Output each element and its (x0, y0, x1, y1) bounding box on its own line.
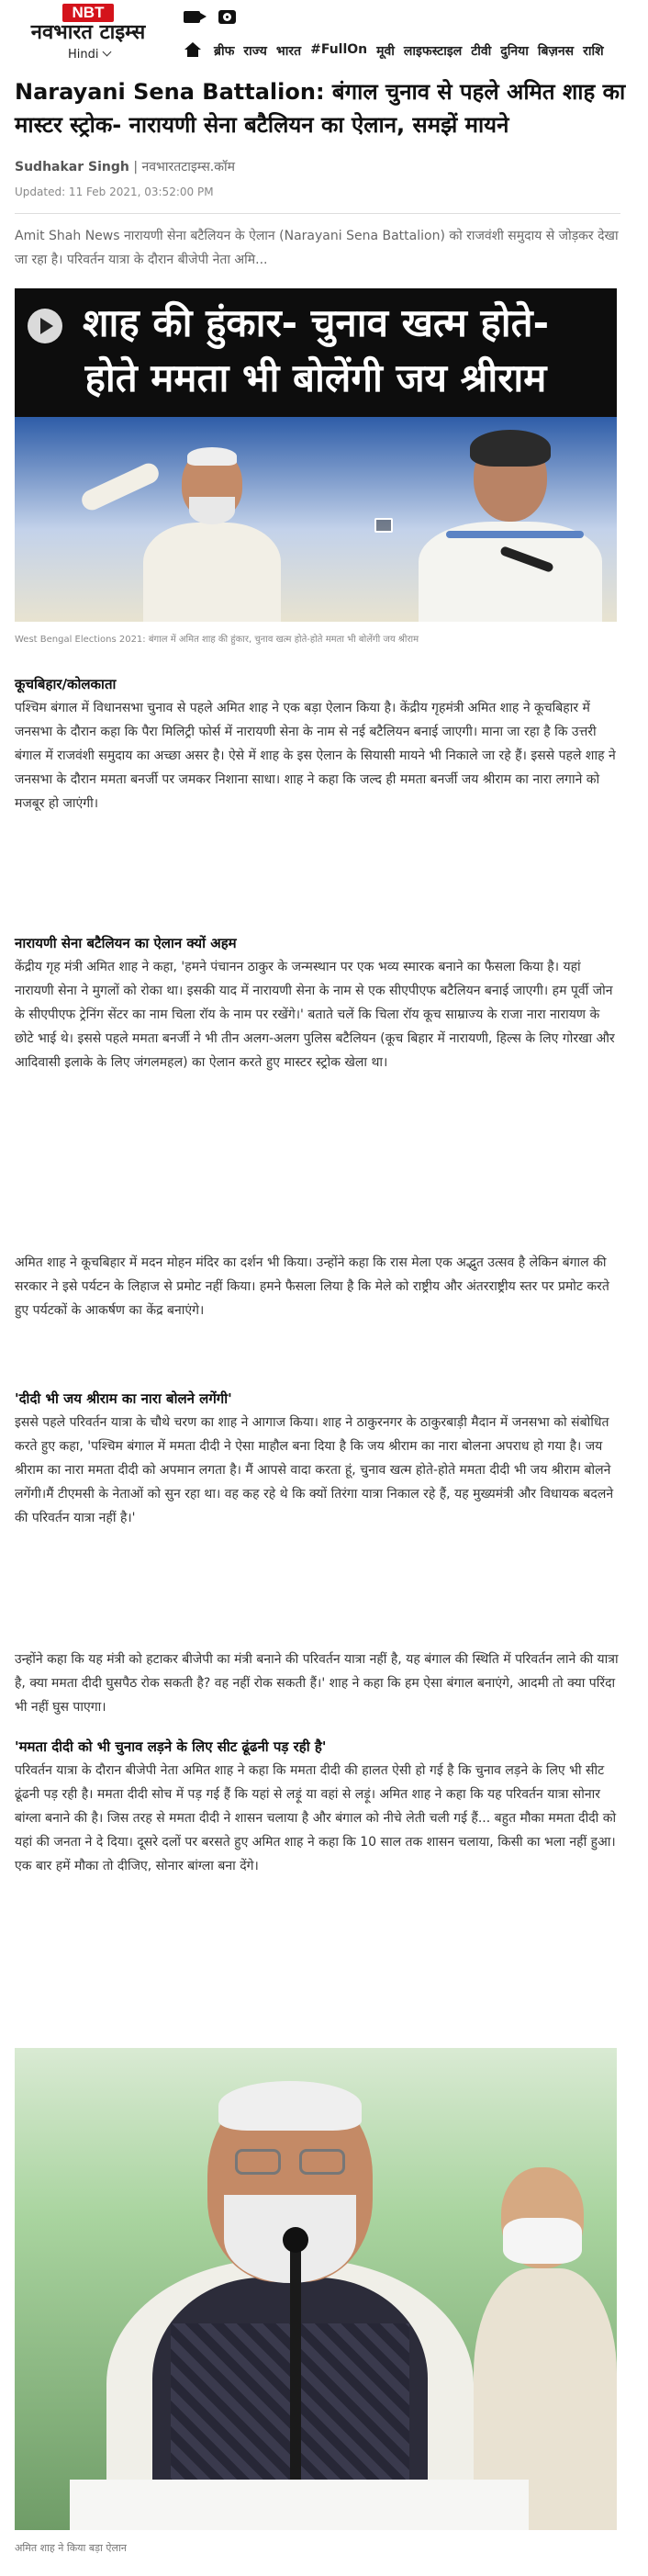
nav-item-states[interactable]: राज्य (243, 44, 267, 59)
updated-timestamp: Updated: 11 Feb 2021, 03:52:00 PM (15, 186, 214, 198)
logo-wordmark: नवभारत टाइम्स (30, 21, 146, 44)
hero-leader (409, 435, 611, 622)
paragraph-text: उन्होंने कहा कि यह मंत्री को हटाकर बीजेपी का मंत्री बनाने की परिवर्तन यात्रा नहीं है, यह बंगाल की स्थिति में परिवर्तन लाने की यात्रा है, क्या ममता दीदी घुसपैठ रोक सकती है? वह नहीं रोक सकती हैं।' शाह ने कहा कि हम ऐसा बंगाल बनाएंगे, आदमी तो क्या परिंदा भी नहीं घुस पाएगा। (15, 1652, 619, 1715)
paragraph-4 (15, 1411, 620, 1530)
nav-item-world[interactable]: दुनिया (500, 44, 529, 59)
author-name[interactable]: Sudhakar Singh (15, 160, 129, 174)
nav-item-india[interactable]: भारत (275, 44, 302, 59)
site-header (0, 0, 648, 64)
paragraph-text: अमित शाह ने कूचबिहार में मदन मोहन मंदिर का दर्शन भी किया। उन्होंने कहा कि रास मेला एक अद्भुत उत्सव है लेकिन बंगाल की सरकार ने इसे पर्यटन के लिहाज से प्रमोट नहीं किया। हमने फैसला लिया है कि मेले को राष्ट्रीय और अंतरराष्ट्रीय स्तर पर प्रमोट करते हुए पर्यटकों के आकर्षण का केंद्र बनाएंगे। (15, 1255, 609, 1318)
hero-caption: West Bengal Elections 2021: बंगाल में अमित शाह की हुंकार, चुनाव खत्म होते-होते ममता भी बोलेंगी जय श्रीराम (15, 635, 419, 645)
video-icon[interactable] (184, 11, 200, 23)
photo-caption: अमित शाह ने किया बड़ा ऐलान (15, 2542, 127, 2554)
divider (15, 213, 620, 214)
site-logo[interactable] (15, 4, 162, 61)
nav-item-rashi[interactable]: राशि (583, 44, 604, 59)
article-photo[interactable] (15, 2048, 617, 2530)
byline-separator: | (133, 160, 142, 174)
hero-title-line1: शाह की हुंकार- चुनाव खत्म होते- (82, 300, 550, 345)
lectern (70, 2480, 529, 2530)
paragraph-text: परिवर्तन यात्रा के दौरान बीजेपी नेता अमित शाह ने कहा कि ममता दीदी की हालत ऐसी हो गई है कि चुनाव लड़ने के लिए भी सीट ढूंढनी पड़ रही है। ममता दीदी सोच में पड़ गई हैं कि यहां से लड़ूं या वहां से लड़ूं। अमित शाह ने कहा कि यह परिवर्तन यात्रा सोनार बांग्ला बनाने की है। जिस तरह से ममता दीदी ने शासन चलाया है और बंगाल को नीचे लेती चली गई हैं... बहुत मौका ममता दीदी को यहां की जनता ने दे दिया। दूसरे दलों पर बरसते हुए अमित शाह ने कहा कि 10 साल तक शासन चलाया, किसी का भला नहीं हुआ। एक बार हमें मौका तो दीजिए, सोनार बांग्ला बना देंगे। (15, 1763, 617, 1873)
home-icon[interactable] (184, 42, 201, 57)
language-select[interactable] (68, 48, 110, 62)
nav-item-brief[interactable]: ब्रीफ (214, 44, 235, 59)
paragraph-text: पश्चिम बंगाल में विधानसभा चुनाव से पहले अमित शाह ने एक बड़ा ऐलान किया है। केंद्रीय गृहमंत्री अमित शाह ने कूचबिहार में जनसभा के दौरान कहा कि पैरा मिलिट्री फोर्स में नारायणी सेना के नाम से नई बटैलियन बनाई जाएगी। माना जा रहा है कि उत्तरी बंगाल में राजवंशी समुदाय का अच्छा असर है। ऐसे में शाह के इस ऐलान के सियासी मायने भी निकाले जा रहे हैं। इससे पहले शाह ने जनसभा के दौरान ममता बनर्जी पर जमकर निशाना साधा। शाह ने कहा कि जल्द ही ममता बनर्जी जय श्रीराम का नारा लगाने को मजबूर हो जाएंगी। (15, 701, 616, 811)
hero-speaker (134, 449, 290, 622)
paragraph-text: केंद्रीय गृह मंत्री अमित शाह ने कहा, 'हमने पंचानन ठाकुर के जन्मस्थान पर एक भव्य स्मारक बनाने का फैसला किया है। यहां नारायणी सेना ने मुगलों को रोका था। इसकी याद में नारायणी सेना के नाम से एक सीएपीएफ बटैलियन बनाई जाएगी। हम पूर्वी जोन के सीएपीएफ ट्रेनिंग सेंटर का नाम चिला रॉय के नाम पर रखेंगे।' बताते चलें कि चिला रॉय कूच साम्राज्य के राजा नारा नारायण के छोटे भाई थे। इससे पहले ममता बनर्जी ने भी तीन अलग-अलग पुलिस बटैलियन (कूच बिहार में नारायणी, हिल्स के लिए गोरखा और आदिवासी इलाके के लिए जंगलमहल) का ऐलान करते हुए मास्टर स्ट्रोक खेला था। (15, 960, 615, 1070)
play-icon[interactable] (28, 309, 62, 343)
paragraph-1 (15, 696, 620, 816)
microphone-stand (290, 2232, 301, 2507)
paragraph-text: इससे पहले परिवर्तन यात्रा के चौथे चरण का शाह ने आगाज किया। शाह ने ठाकुरनगर के ठाकुरबाड़ी मैदान में जनसभा को संबोधित करते हुए कहा, 'पश्चिम बंगाल में ममता दीदी ने ऐसा माहौल बना दिया है कि जय श्रीराम का नारा बोलना अपराध हो गया है। जय श्रीराम का नारा ममता दीदी को अपमान लगता है। मैं आपसे वादा करता हूं, चुनाव खत्म होते-होते ममता दीदी भी जय श्रीराम बोलने लगेंगी।मैं टीएमसी के नेताओं को सुन रहा था। वह कह रहे थे कि क्यों तिरंगा यात्रा निकाल रहे हैं, यह मुख्यमंत्री और विधायक बदलने की परिवर्तन यात्रा नहीं है।' (15, 1415, 614, 1525)
hero-banner (15, 288, 617, 417)
chevron-down-icon (102, 48, 111, 57)
paragraph-2 (15, 955, 620, 1074)
source-name: नवभारतटाइम्स.कॉम (141, 160, 235, 174)
language-label: Hindi (68, 48, 99, 62)
nav-item-lifestyle[interactable]: लाइफस्टाइल (403, 44, 463, 59)
nav-item-business[interactable]: बिज़नस (537, 44, 575, 59)
paragraph-6 (15, 1759, 620, 1878)
main-nav (179, 37, 648, 64)
section-heading-1: नारायणी सेना बटैलियन का ऐलान क्यों अहम (15, 935, 237, 951)
gallery-icon[interactable] (374, 518, 393, 533)
camera-icon[interactable] (218, 10, 236, 24)
photo-bystander (474, 2167, 617, 2530)
byline (15, 158, 235, 175)
article-summary: Amit Shah News नारायणी सेना बटैलियन के ऐलान (Narayani Sena Battalion) को राजवंशी समुदाय से जोड़कर देखा जा रहा है। परिवर्तन यात्रा के दौरान बीजेपी नेता अमि... (15, 229, 619, 267)
logo-badge: NBT (62, 4, 114, 22)
section-heading-2: 'दीदी भी जय श्रीराम का नारा बोलने लगेंगी' (15, 1390, 232, 1407)
article-headline: Narayani Sena Battalion: बंगाल चुनाव से पहले अमित शाह का मास्टर स्ट्रोक- नारायणी सेना बटैलियन का ऐलान, समझें मायने (15, 79, 626, 138)
glasses-icon (235, 2149, 281, 2175)
nav-items (214, 42, 604, 60)
paragraph-3 (15, 1251, 620, 1322)
paragraph-5 (15, 1648, 620, 1719)
hero-title-line2: होते ममता भी बोलेंगी जय श्रीराम (84, 355, 547, 400)
nav-item-fullon[interactable]: #FullOn (310, 42, 368, 57)
nav-item-tv[interactable]: टीवी (471, 44, 492, 59)
nav-item-movie[interactable]: मूवी (376, 44, 395, 59)
section-heading-3: 'ममता दीदी को भी चुनाव लड़ने के लिए सीट ढूंढनी पड़ रही है' (15, 1738, 327, 1755)
dateline: कूचबिहार/कोलकाता (15, 676, 117, 692)
hero-video[interactable] (15, 288, 617, 622)
